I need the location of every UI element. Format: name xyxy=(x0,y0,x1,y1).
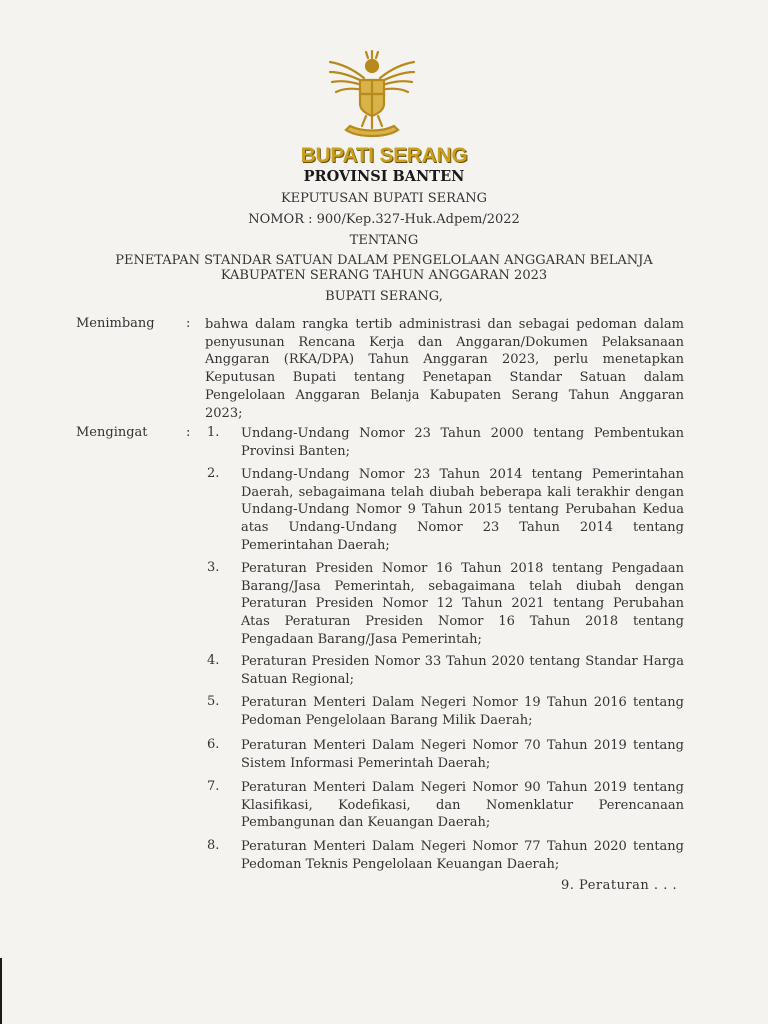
menimbang-label: Menimbang xyxy=(76,316,155,331)
issuer: BUPATI SERANG, xyxy=(325,289,443,304)
list-item-number: 3. xyxy=(207,560,220,575)
list-item: Undang-Undang Nomor 23 Tahun 2000 tentang Pembentukan Provinsi Banten; xyxy=(241,426,684,459)
about-label: TENTANG xyxy=(349,233,419,248)
list-item: Peraturan Presiden Nomor 16 Tahun 2018 tentang Pengadaan Barang/Jasa Pemerintah, sebagaimana telah diubah dengan Peraturan Presiden Nomor 12 Tahun 2021 tentang Perubahan Atas Peraturan Presiden Nomor 16 Tahun 2018 tentang Pengadaan Barang/Jasa Pemerintah; xyxy=(241,561,684,647)
menimbang-colon: : xyxy=(186,316,191,331)
list-item-number: 7. xyxy=(207,779,220,794)
list-item-number: 6. xyxy=(207,737,220,752)
garuda-emblem-icon xyxy=(324,50,420,142)
list-item: Peraturan Menteri Dalam Negeri Nomor 77 Tahun 2020 tentang Pedoman Teknis Pengelolaan Keuangan Daerah; xyxy=(241,839,684,872)
decree-type: KEPUTUSAN BUPATI SERANG xyxy=(280,191,488,206)
menimbang-text: bahwa dalam rangka tertib administrasi dan sebagai pedoman dalam penyusunan Rencana Kerja dan Anggaran/Dokumen Pelaksanaan Anggaran (RKA/DPA) Tahun Anggaran 2023, perlu menetapkan Keputusan Bupati tentang Penetapan Standar Satuan dalam Pengelolaan Anggaran Belanja Kabupaten Serang Tahun Anggaran 2023; xyxy=(205,317,684,421)
next-page-catchword: 9. Peraturan . . . xyxy=(561,878,678,893)
list-item: Peraturan Menteri Dalam Negeri Nomor 19 Tahun 2016 tentang Pedoman Pengelolaan Barang Milik Daerah; xyxy=(241,695,684,728)
scan-edge-mark xyxy=(0,958,2,1024)
subject-line-1: PENETAPAN STANDAR SATUAN DALAM PENGELOLAAN ANGGARAN BELANJA xyxy=(115,253,653,268)
list-item: Peraturan Menteri Dalam Negeri Nomor 70 Tahun 2019 tentang Sistem Informasi Pemerintah Daerah; xyxy=(241,738,684,771)
list-item-number: 1. xyxy=(207,425,220,440)
list-item: Peraturan Menteri Dalam Negeri Nomor 90 Tahun 2019 tentang Klasifikasi, Kodefikasi, dan Nomenklatur Perencanaan Pembangunan dan Keuangan Daerah; xyxy=(241,780,684,831)
list-item-number: 4. xyxy=(207,653,220,668)
mengingat-colon: : xyxy=(186,425,191,440)
list-item: Undang-Undang Nomor 23 Tahun 2014 tentang Pemerintahan Daerah, sebagaimana telah diubah beberapa kali terakhir dengan Undang-Undang Nomor 9 Tahun 2015 tentang Perubahan Kedua atas Undang-Undang Nomor 23 Tahun 2014 tentang Pemerintahan Daerah; xyxy=(241,467,684,553)
list-item: Peraturan Presiden Nomor 33 Tahun 2020 tentang Standar Harga Satuan Regional; xyxy=(241,654,684,687)
decree-number: NOMOR : 900/Kep.327-Huk.Adpem/2022 xyxy=(248,212,520,227)
list-item-number: 2. xyxy=(207,466,220,481)
list-item-number: 8. xyxy=(207,838,220,853)
subject-line-2: KABUPATEN SERANG TAHUN ANGGARAN 2023 xyxy=(220,268,548,283)
header-province: PROVINSI BANTEN xyxy=(303,168,465,185)
list-item-number: 5. xyxy=(207,694,220,709)
header-title: BUPATI SERANG xyxy=(300,144,468,167)
mengingat-label: Mengingat xyxy=(76,425,148,440)
